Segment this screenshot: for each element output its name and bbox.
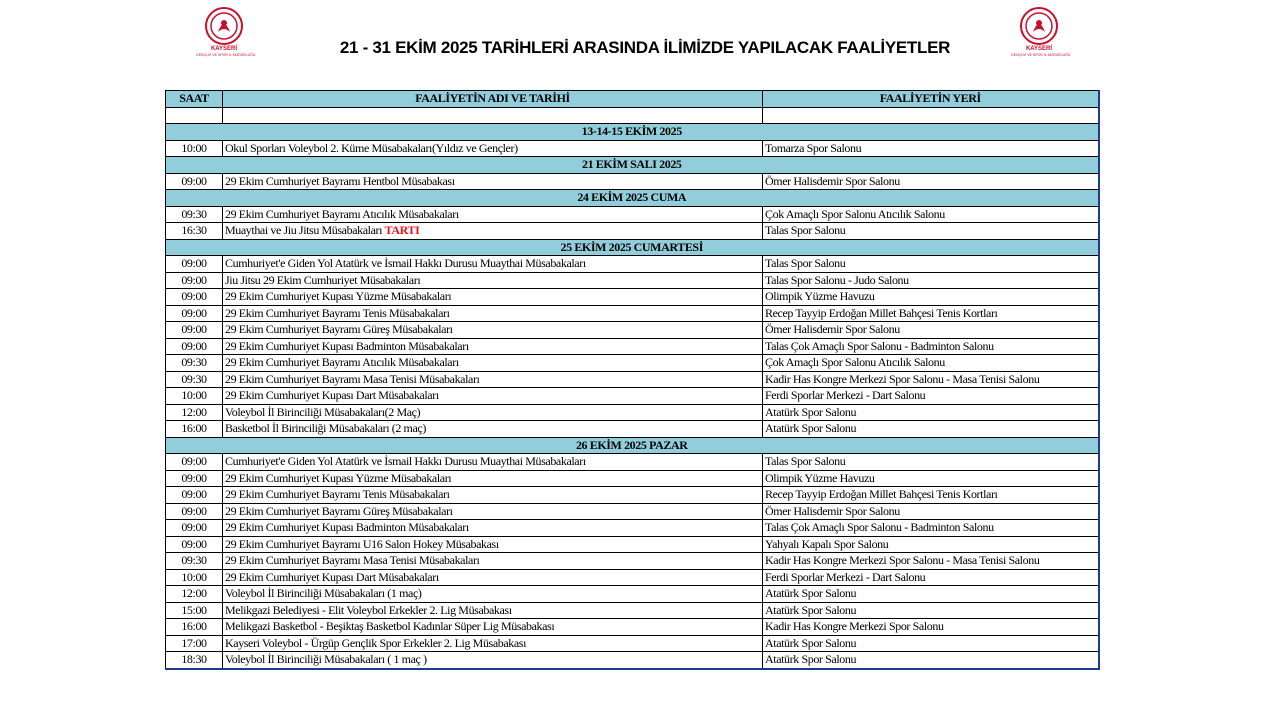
activity-name: Voleybol İl Birinciliği Müsabakaları ( 1 maç ) — [225, 652, 427, 666]
activity-place: Atatürk Spor Salonu — [763, 586, 1099, 603]
table-row — [166, 206, 1099, 223]
activity-time: 09:30 — [166, 553, 223, 570]
page-title: 21 - 31 EKİM 2025 TARİHLERİ ARASINDA İLİMİZDE YAPILACAK FAALİYETLER — [339, 38, 951, 57]
activity-time: 09:00 — [166, 454, 223, 471]
table-row — [166, 553, 1099, 570]
activity-time: 16:00 — [166, 619, 223, 636]
activity-name-cell — [223, 454, 763, 471]
activity-name: Voleybol İl Birinciliği Müsabakaları (1 maç) — [225, 586, 422, 600]
activity-place: Yahyalı Kapalı Spor Salonu — [763, 536, 1099, 553]
table-row — [166, 454, 1099, 471]
header-activity-place: FAALİYETİN YERİ — [763, 91, 1099, 108]
activity-time: 09:00 — [166, 322, 223, 339]
activity-name: Voleybol İl Birinciliği Müsabakaları(2 Maç) — [225, 404, 421, 419]
activity-name-cell — [223, 586, 763, 603]
activity-time: 10:00 — [166, 569, 223, 586]
table-row — [166, 223, 1099, 240]
activity-time: 09:00 — [166, 520, 223, 537]
table-row — [166, 652, 1099, 669]
activity-name: Okul Sporları Voleybol 2. Küme Müsabakaları(Yıldız ve Gençler) — [225, 140, 518, 155]
logo-name: KAYSERİ — [210, 46, 238, 52]
section-title: 26 EKİM 2025 PAZAR — [166, 437, 1099, 454]
activity-name-cell — [223, 520, 763, 537]
activity-time: 12:00 — [166, 404, 223, 421]
activity-name-cell — [223, 503, 763, 520]
activity-name: 29 Ekim Cumhuriyet Kupası Dart Müsabakaları — [225, 569, 439, 584]
activity-time: 18:30 — [166, 652, 223, 669]
activity-time: 16:00 — [166, 421, 223, 438]
activity-time: 15:00 — [166, 602, 223, 619]
table-row — [166, 569, 1099, 586]
activity-time: 09:00 — [166, 272, 223, 289]
activity-place: Çok Amaçlı Spor Salonu Atıcılık Salonu — [763, 206, 1099, 223]
table-row — [166, 520, 1099, 537]
activity-name-cell — [223, 635, 763, 652]
activity-name-cell — [223, 322, 763, 339]
activity-name: Basketbol İl Birinciliği Müsabakaları (2 maç) — [225, 421, 426, 435]
activity-place: Atatürk Spor Salonu — [763, 404, 1099, 421]
activity-place: Olimpik Yüzme Havuzu — [763, 470, 1099, 487]
table-row — [166, 355, 1099, 372]
activity-place: Ferdi Sporlar Merkezi - Dart Salonu — [763, 388, 1099, 405]
table-header-row — [166, 91, 1099, 108]
table-row — [166, 619, 1099, 636]
activity-place: Talas Spor Salonu - Judo Salonu — [763, 272, 1099, 289]
activity-place: Talas Spor Salonu — [763, 223, 1099, 240]
activity-name: 29 Ekim Cumhuriyet Bayramı Tenis Müsabakaları — [225, 305, 450, 320]
activity-time: 09:00 — [166, 503, 223, 520]
table-row — [166, 272, 1099, 289]
activity-name: 29 Ekim Cumhuriyet Bayramı Masa Tenisi Müsabakaları — [225, 371, 480, 386]
activity-name-cell — [223, 536, 763, 553]
activity-name: Kayseri Voleybol - Ürgüp Gençlik Spor Erkekler 2. Lig Müsabakası — [225, 635, 527, 650]
activity-name-cell — [223, 569, 763, 586]
activity-name: Muaythai ve Jiu Jitsu Müsabakaları — [225, 223, 385, 237]
activity-time: 12:00 — [166, 586, 223, 603]
activity-time: 09:30 — [166, 371, 223, 388]
activity-place: Recep Tayyip Erdoğan Millet Bahçesi Tenis Kortları — [763, 305, 1099, 322]
table-body — [166, 107, 1099, 669]
activity-place: Ömer Halisdemir Spor Salonu — [763, 503, 1099, 520]
activity-time: 09:00 — [166, 305, 223, 322]
activity-time: 09:00 — [166, 173, 223, 190]
activity-name-cell — [223, 338, 763, 355]
section-title: 25 EKİM 2025 CUMARTESİ — [166, 239, 1099, 256]
activity-place: Talas Çok Amaçlı Spor Salonu - Badminton Salonu — [763, 520, 1099, 537]
activity-name-cell — [223, 305, 763, 322]
section-row — [166, 239, 1099, 256]
section-row — [166, 190, 1099, 207]
activity-place: Talas Spor Salonu — [763, 454, 1099, 471]
activity-name: Melikgazi Belediyesi - Elit Voleybol Erkekler 2. Lig Müsabakası — [225, 602, 512, 617]
activity-place: Kadir Has Kongre Merkezi Spor Salonu - Masa Tenisi Salonu — [763, 553, 1099, 570]
activity-name: Jiu Jitsu 29 Ekim Cumhuriyet Müsabakaları — [225, 272, 421, 287]
activity-place: Talas Çok Amaçlı Spor Salonu - Badminton Salonu — [763, 338, 1099, 355]
activity-name-cell — [223, 652, 763, 669]
section-row — [166, 157, 1099, 174]
activity-name: 29 Ekim Cumhuriyet Bayramı Tenis Müsabakaları — [225, 487, 450, 501]
activity-name-cell — [223, 206, 763, 223]
activity-time: 10:00 — [166, 140, 223, 157]
activity-time: 09:00 — [166, 256, 223, 273]
activity-time: 09:00 — [166, 338, 223, 355]
activity-name: 29 Ekim Cumhuriyet Bayramı Hentbol Müsabakası — [225, 173, 455, 188]
activity-name: 29 Ekim Cumhuriyet Bayramı Güreş Müsabakaları — [225, 503, 453, 518]
section-title: 13-14-15 EKİM 2025 — [166, 124, 1099, 141]
table-row — [166, 322, 1099, 339]
section-row — [166, 124, 1099, 141]
section-title: 21 EKİM SALI 2025 — [166, 157, 1099, 174]
activity-place: Recep Tayyip Erdoğan Millet Bahçesi Tenis Kortları — [763, 487, 1099, 504]
header-time: SAAT — [166, 91, 223, 108]
table-row — [166, 371, 1099, 388]
ministry-emblem-icon — [204, 6, 244, 46]
table-row — [166, 404, 1099, 421]
logo-subtitle: GENÇLİK VE SPOR İL MÜDÜRLÜĞÜ — [1011, 53, 1071, 57]
header-activity-name: FAALİYETİN ADI VE TARİHİ — [223, 91, 763, 108]
table-row — [166, 173, 1099, 190]
activity-name-cell — [223, 602, 763, 619]
activity-time: 10:00 — [166, 388, 223, 405]
activity-name-cell — [223, 256, 763, 273]
section-row — [166, 437, 1099, 454]
activity-name: Melikgazi Basketbol - Beşiktaş Basketbol Kadınlar Süper Lig Müsabakası — [225, 619, 555, 633]
activity-name-cell — [223, 619, 763, 636]
activity-table — [165, 90, 1100, 670]
activity-time: 09:00 — [166, 536, 223, 553]
activity-place: Talas Spor Salonu — [763, 256, 1099, 273]
activity-name: 29 Ekim Cumhuriyet Kupası Yüzme Müsabakaları — [225, 470, 452, 485]
activity-name: 29 Ekim Cumhuriyet Bayramı U16 Salon Hokey Müsabakası — [225, 536, 499, 551]
activity-name-cell — [223, 404, 763, 421]
activity-time: 09:00 — [166, 470, 223, 487]
activity-name: Cumhuriyet'e Giden Yol Atatürk ve İsmail Hakkı Durusu Muaythai Müsabakaları — [225, 256, 586, 270]
activity-name: 29 Ekim Cumhuriyet Kupası Badminton Müsabakaları — [225, 520, 469, 534]
table-row — [166, 289, 1099, 306]
activity-tag: TARTI — [384, 223, 420, 237]
activity-name-cell — [223, 487, 763, 504]
section-title: 24 EKİM 2025 CUMA — [166, 190, 1099, 207]
table-row — [166, 338, 1099, 355]
activity-place: Atatürk Spor Salonu — [763, 652, 1099, 669]
activity-place: Atatürk Spor Salonu — [763, 602, 1099, 619]
table-row — [166, 586, 1099, 603]
table-row — [166, 635, 1099, 652]
activity-name-cell — [223, 371, 763, 388]
activity-place: Olimpik Yüzme Havuzu — [763, 289, 1099, 306]
activity-name: Cumhuriyet'e Giden Yol Atatürk ve İsmail Hakkı Durusu Muaythai Müsabakaları — [225, 454, 586, 468]
activity-name-cell — [223, 470, 763, 487]
empty-row — [166, 107, 1099, 124]
table-row — [166, 140, 1099, 157]
activity-time: 09:30 — [166, 355, 223, 372]
activity-place: Atatürk Spor Salonu — [763, 421, 1099, 438]
activity-name: 29 Ekim Cumhuriyet Bayramı Masa Tenisi Müsabakaları — [225, 553, 480, 567]
activity-name: 29 Ekim Cumhuriyet Kupası Dart Müsabakaları — [225, 388, 439, 402]
activity-place: Ömer Halisdemir Spor Salonu — [763, 322, 1099, 339]
table-row — [166, 503, 1099, 520]
activity-name-cell — [223, 553, 763, 570]
activity-name-cell — [223, 289, 763, 306]
logo-name: KAYSERİ — [1025, 46, 1053, 52]
table-row — [166, 388, 1099, 405]
activity-name-cell — [223, 140, 763, 157]
activity-name-cell — [223, 388, 763, 405]
table-row — [166, 470, 1099, 487]
activity-name: 29 Ekim Cumhuriyet Bayramı Güreş Müsabakaları — [225, 322, 453, 336]
activity-place: Tomarza Spor Salonu — [763, 140, 1099, 157]
table-row — [166, 602, 1099, 619]
activity-time: 16:30 — [166, 223, 223, 240]
activity-name-cell — [223, 355, 763, 372]
activity-name-cell — [223, 173, 763, 190]
activity-name-cell — [223, 421, 763, 438]
logo-left — [196, 6, 256, 66]
logo-subtitle: GENÇLİK VE SPOR İL MÜDÜRLÜĞÜ — [196, 53, 256, 57]
activity-time: 17:00 — [166, 635, 223, 652]
activity-name: 29 Ekim Cumhuriyet Kupası Yüzme Müsabakaları — [225, 289, 452, 303]
activity-time: 09:30 — [166, 206, 223, 223]
activity-place: Kadir Has Kongre Merkezi Spor Salonu - Masa Tenisi Salonu — [763, 371, 1099, 388]
table-row — [166, 536, 1099, 553]
table-row — [166, 487, 1099, 504]
table-row — [166, 256, 1099, 273]
table-row — [166, 421, 1099, 438]
table-row — [166, 305, 1099, 322]
activity-name-cell — [223, 223, 763, 240]
activity-place: Kadir Has Kongre Merkezi Spor Salonu — [763, 619, 1099, 636]
activity-name: 29 Ekim Cumhuriyet Kupası Badminton Müsabakaları — [225, 338, 469, 353]
activity-time: 09:00 — [166, 487, 223, 504]
activity-name-cell — [223, 272, 763, 289]
activity-name: 29 Ekim Cumhuriyet Bayramı Atıcılık Müsabakaları — [225, 355, 459, 369]
activity-place: Atatürk Spor Salonu — [763, 635, 1099, 652]
activity-place: Ferdi Sporlar Merkezi - Dart Salonu — [763, 569, 1099, 586]
activity-name: 29 Ekim Cumhuriyet Bayramı Atıcılık Müsabakaları — [225, 206, 459, 221]
activity-place: Ömer Halisdemir Spor Salonu — [763, 173, 1099, 190]
activity-place: Çok Amaçlı Spor Salonu Atıcılık Salonu — [763, 355, 1099, 372]
activity-time: 09:00 — [166, 289, 223, 306]
